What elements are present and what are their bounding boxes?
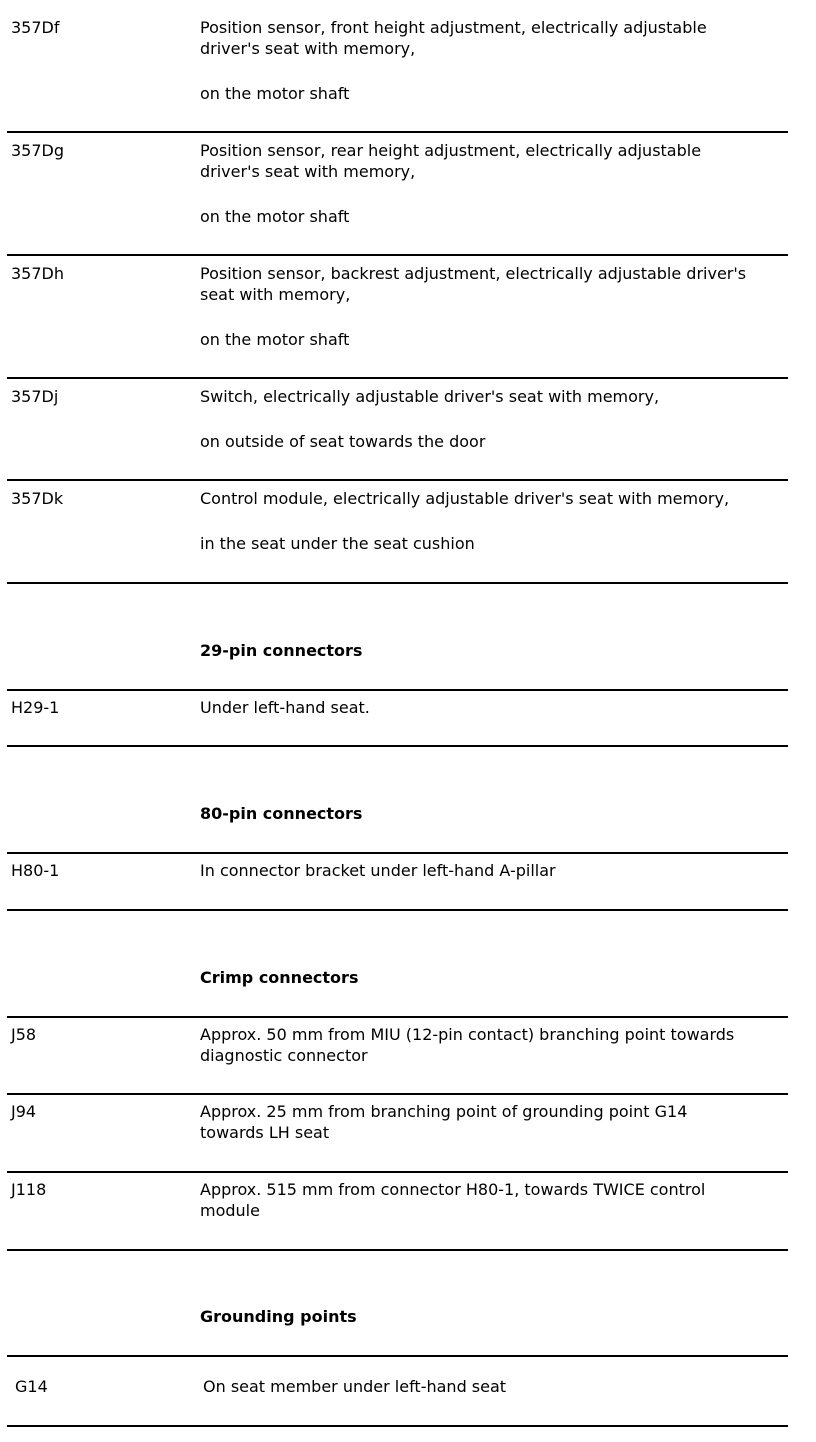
component-code: 357Dg (11, 141, 65, 160)
section-divider (7, 745, 788, 747)
component-location: on the motor shaft (200, 330, 350, 349)
description-line: seat with memory, (200, 285, 351, 304)
description-line: Position sensor, front height adjustment, electrically adjustable (200, 18, 707, 37)
connector-description (200, 1101, 790, 1143)
row-divider (7, 852, 788, 854)
section-heading: Grounding points (200, 1307, 357, 1326)
connector-code: J118 (11, 1180, 47, 1199)
component-code: 357Dj (11, 387, 59, 406)
component-description (200, 17, 790, 59)
component-description: Switch, electrically adjustable driver's seat with memory, (200, 387, 660, 406)
row-divider (7, 377, 788, 379)
section-heading: 29-pin connectors (200, 641, 363, 660)
description-line: driver's seat with memory, (200, 39, 416, 58)
row-divider (7, 254, 788, 256)
description-line: diagnostic connector (200, 1046, 368, 1065)
connector-code: H29-1 (11, 698, 60, 717)
description-line: towards LH seat (200, 1123, 330, 1142)
component-description (200, 263, 790, 305)
connector-description: Under left-hand seat. (200, 698, 370, 717)
row-divider (7, 1171, 788, 1173)
section-divider (7, 582, 788, 584)
connector-description (200, 1024, 790, 1066)
connector-code: J58 (11, 1025, 37, 1044)
component-location: on outside of seat towards the door (200, 432, 486, 451)
description-line: Approx. 25 mm from branching point of grounding point G14 (200, 1102, 688, 1121)
connector-description (200, 1179, 790, 1221)
component-location: on the motor shaft (200, 207, 350, 226)
component-location: in the seat under the seat cushion (200, 534, 475, 553)
row-divider (7, 1016, 788, 1018)
connector-code: H80-1 (11, 861, 60, 880)
section-heading: Crimp connectors (200, 968, 359, 987)
section-divider (7, 909, 788, 911)
section-heading: 80-pin connectors (200, 804, 363, 823)
component-location: on the motor shaft (200, 84, 350, 103)
component-description (200, 140, 790, 182)
grounding-code: G14 (15, 1377, 48, 1396)
description-line: Position sensor, rear height adjustment, electrically adjustable (200, 141, 702, 160)
row-divider (7, 479, 788, 481)
component-description: Control module, electrically adjustable driver's seat with memory, (200, 489, 730, 508)
row-divider (7, 131, 788, 133)
component-code: 357Dk (11, 489, 64, 508)
grounding-description: On seat member under left-hand seat (203, 1377, 507, 1396)
section-divider (7, 1425, 788, 1427)
description-line: Approx. 50 mm from MIU (12-pin contact) branching point towards (200, 1025, 735, 1044)
connector-code: J94 (11, 1102, 37, 1121)
component-code: 357Dh (11, 264, 64, 283)
row-divider (7, 1093, 788, 1095)
row-divider (7, 689, 788, 691)
description-line: Approx. 515 mm from connector H80-1, towards TWICE control (200, 1180, 706, 1199)
connector-description: In connector bracket under left-hand A-pillar (200, 861, 556, 880)
description-line: Position sensor, backrest adjustment, electrically adjustable driver's (200, 264, 747, 283)
row-divider (7, 1355, 788, 1357)
description-line: driver's seat with memory, (200, 162, 416, 181)
component-code: 357Df (11, 18, 60, 37)
section-divider (7, 1249, 788, 1251)
description-line: module (200, 1201, 260, 1220)
